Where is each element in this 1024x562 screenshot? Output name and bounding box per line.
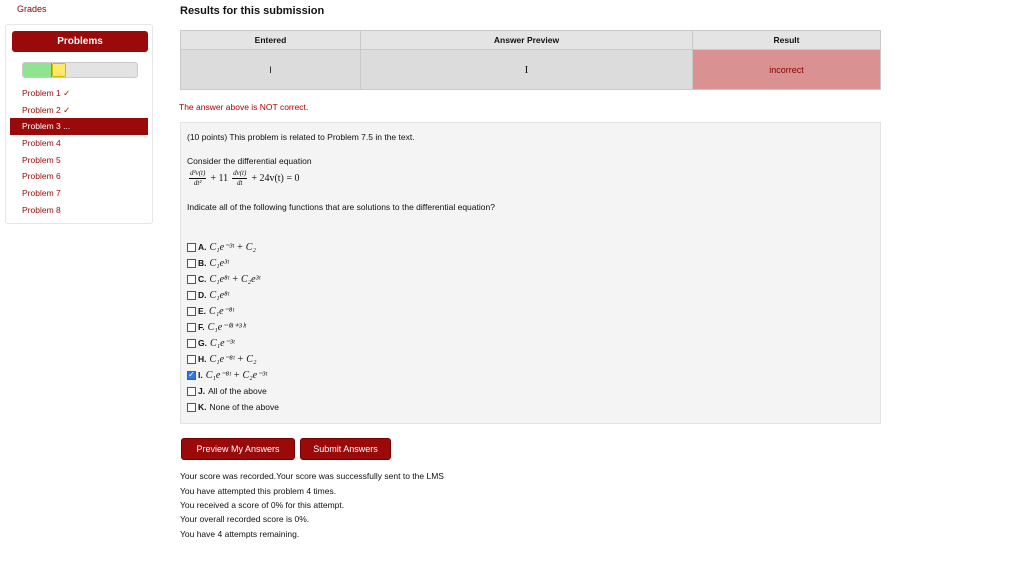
progress-bar <box>22 62 138 78</box>
entered-cell: I <box>181 50 361 90</box>
checkbox-b[interactable] <box>187 259 196 268</box>
checkbox-k[interactable] <box>187 403 196 412</box>
problem-consider: Consider the differential equation <box>187 156 312 166</box>
score-recorded-message: Your score was recorded.Your score was successfully sent to the LMS <box>180 471 444 481</box>
checkbox-e[interactable] <box>187 307 196 316</box>
choice-b[interactable] <box>187 255 279 271</box>
checkbox-i-checked[interactable]: ✓ <box>188 370 195 379</box>
choice-j-text: All of the above <box>208 386 267 396</box>
problem-link-3[interactable]: Problem 3 ... <box>10 118 148 135</box>
eq-rest: + 24v(t) = 0 <box>251 172 300 184</box>
choice-a-text: C₁e⁻³ᵗ + C₂ <box>209 241 256 253</box>
choice-d-label: D. <box>198 290 207 300</box>
choice-i-label: I. <box>198 370 203 380</box>
choice-e-text: C₁e⁻⁸ᵗ <box>209 305 235 317</box>
page-title: Results for this submission <box>180 5 325 17</box>
checkbox-c[interactable] <box>187 275 196 284</box>
checkbox-j[interactable] <box>187 387 196 396</box>
problem-link-7[interactable]: Problem 7 <box>22 188 61 199</box>
eq-plus-11: + 11 <box>210 172 229 184</box>
choice-j-label: J. <box>198 386 206 396</box>
d1-denominator: dt <box>236 178 243 187</box>
progress-current-segment <box>52 63 66 77</box>
progress-correct-segment <box>23 63 52 77</box>
choice-f[interactable] <box>187 319 279 335</box>
choice-a-label: A. <box>198 242 207 252</box>
choice-i-text: C₁e⁻⁸ᵗ + C₂e⁻³ᵗ <box>205 369 268 381</box>
problem-sidebar <box>5 24 153 224</box>
checkbox-d[interactable] <box>187 291 196 300</box>
checkbox-a[interactable] <box>187 243 196 252</box>
d1-numerator: dv(t) <box>233 168 247 177</box>
problem-link-8[interactable]: Problem 8 <box>22 204 61 215</box>
choice-g-label: G. <box>198 338 207 348</box>
choice-e-label: E. <box>198 306 207 316</box>
feedback-message: The answer above is NOT correct. <box>179 102 309 112</box>
choice-h[interactable] <box>187 351 279 367</box>
differential-equation <box>187 167 302 189</box>
problem-link-1[interactable]: Problem 1 ✓ <box>22 88 71 98</box>
choice-c-text: C₁e⁸ᵗ + C₂e³ᵗ <box>209 273 261 285</box>
problem-box <box>180 122 881 424</box>
choice-b-label: B. <box>198 258 207 268</box>
problem-question: Indicate all of the following functions that are solutions to the differential equation? <box>187 202 495 212</box>
choice-d-text: C₁e⁸ᵗ <box>209 289 230 301</box>
choice-j[interactable] <box>187 383 279 399</box>
attempts-remaining-message: You have 4 attempts remaining. <box>180 529 300 539</box>
choice-list <box>187 239 279 415</box>
attempt-score-message: You received a score of 0% for this attempt. <box>180 500 345 510</box>
problem-link-4[interactable]: Problem 4 <box>22 138 61 149</box>
choice-c[interactable] <box>187 271 279 287</box>
d2-denominator: dt² <box>193 178 202 187</box>
attempts-count-message: You have attempted this problem 4 times. <box>180 486 337 496</box>
checkbox-f[interactable] <box>187 323 196 332</box>
answer-preview-cell <box>361 50 693 90</box>
header-entered: Entered <box>181 31 361 50</box>
choice-k-text: None of the above <box>209 402 279 412</box>
choice-f-label: F. <box>198 322 205 332</box>
choice-h-text: C₁e⁻⁸ᵗ + C₂ <box>209 353 257 365</box>
choice-f-text: C₁e⁻⁽⁸⁺³⁾ᵗ <box>207 321 246 333</box>
answer-preview-value: I <box>524 63 529 76</box>
header-answer-preview: Answer Preview <box>361 31 693 50</box>
results-table <box>180 30 881 90</box>
grades-link[interactable]: Grades <box>17 4 47 14</box>
choice-b-text: C₁e³ᵗ <box>209 257 229 269</box>
choice-h-label: H. <box>198 354 207 364</box>
preview-answers-button[interactable]: Preview My Answers <box>181 438 295 460</box>
header-result: Result <box>693 31 881 50</box>
problem-link-5[interactable]: Problem 5 <box>22 154 61 165</box>
overall-score-message: Your overall recorded score is 0%. <box>180 514 310 524</box>
choice-e[interactable] <box>187 303 279 319</box>
choice-a[interactable] <box>187 239 279 255</box>
choice-d[interactable] <box>187 287 279 303</box>
choice-k[interactable] <box>187 399 279 415</box>
problem-intro: (10 points) This problem is related to Problem 7.5 in the text. <box>187 132 415 142</box>
submit-answers-button[interactable]: Submit Answers <box>300 438 391 460</box>
problem-link-2[interactable]: Problem 2 ✓ <box>22 104 71 115</box>
choice-i[interactable] <box>187 367 279 383</box>
problem-list <box>10 85 148 219</box>
problems-header: Problems <box>12 31 148 52</box>
checkbox-g[interactable] <box>187 339 196 348</box>
checkbox-h[interactable] <box>187 355 196 364</box>
d2-numerator: d²v(t) <box>190 168 206 177</box>
choice-g-text: C₁e⁻³ᵗ <box>209 337 235 349</box>
problem-link-6[interactable]: Problem 6 <box>22 171 61 182</box>
first-derivative-fraction <box>232 170 247 187</box>
choice-k-label: K. <box>198 402 207 412</box>
second-derivative-fraction <box>189 170 206 187</box>
choice-g[interactable] <box>187 335 279 351</box>
result-cell: incorrect <box>693 50 881 90</box>
choice-c-label: C. <box>198 274 207 284</box>
